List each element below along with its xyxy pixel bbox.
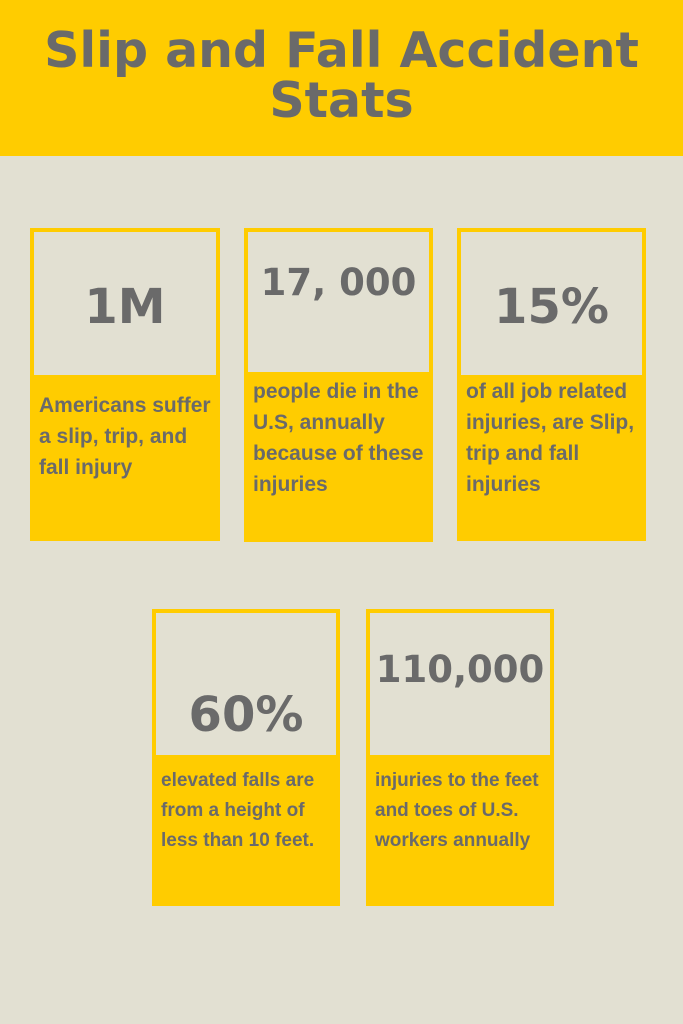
stat-value: 60%: [188, 687, 304, 743]
stat-value-panel: [34, 232, 216, 375]
stat-value: 110,000: [375, 647, 545, 691]
stat-value: 1M: [84, 278, 166, 335]
stat-value: 15%: [494, 278, 609, 335]
stat-card-60pct: [152, 609, 340, 906]
stat-description: people die in the U.S, annually because of these injuries: [253, 380, 424, 496]
stat-card-110000: [366, 609, 554, 906]
stat-value-panel: [461, 232, 642, 375]
stat-value-panel: [156, 613, 336, 755]
stat-card-15pct: [457, 228, 646, 541]
stat-value-panel: [248, 232, 429, 372]
stat-card-17000: [244, 228, 433, 542]
stat-value: 17, 000: [260, 260, 417, 304]
stat-value-panel: [370, 613, 550, 755]
title-banner: [0, 0, 683, 156]
stat-card-1m: [30, 228, 220, 541]
stat-description: Americans suffer a slip, trip, and fall injury: [39, 394, 211, 479]
stat-description: elevated falls are from a height of less than 10 feet.: [161, 770, 315, 851]
stat-description: injuries to the feet and toes of U.S. workers annually: [375, 770, 539, 851]
page-title: Slip and Fall Accident Stats: [44, 22, 639, 129]
stat-description: of all job related injuries, are Slip, trip and fall injuries: [466, 380, 635, 496]
